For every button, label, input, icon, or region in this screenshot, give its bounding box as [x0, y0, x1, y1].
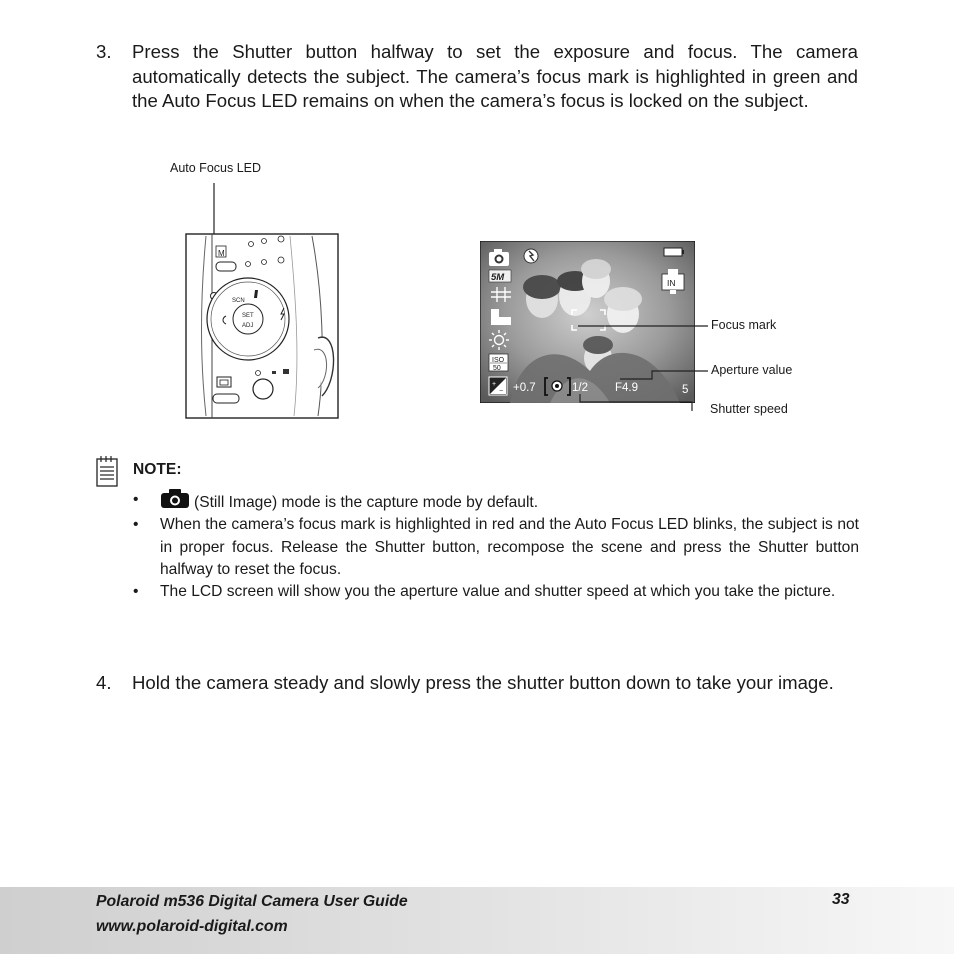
note-bullet-text: When the camera’s focus mark is highlighted in red and the Auto Focus LED blinks, the subject is not in proper focus. Release the Shutter button, recompose the scene and press the Shutter button halfway to reset the focus.	[160, 516, 859, 578]
auto-focus-led-label: Auto Focus LED	[170, 161, 262, 175]
step-4	[96, 671, 858, 696]
svg-text:5M: 5M	[491, 272, 505, 283]
step-text: Press the Shutter button halfway to set the exposure and focus. The camera automatically detects the subject. The camera’s focus mark is highlighted in green and the Auto Focus LED remains on when the camera’s focus is locked on the subject.	[132, 41, 858, 111]
lcd-callout-lines	[0, 0, 954, 460]
mode-m-text: M	[218, 249, 225, 258]
shutter-speed-label: Shutter speed	[710, 402, 788, 416]
note-icon	[94, 455, 120, 489]
svg-text:IN: IN	[667, 278, 676, 288]
step-number: 3.	[96, 41, 112, 62]
page-number: 33	[832, 891, 850, 908]
footer-url[interactable]: www.polaroid-digital.com	[96, 918, 288, 935]
note-bullet-text: (Still Image) mode is the capture mode by default.	[194, 494, 539, 511]
page-footer	[0, 887, 954, 954]
note-bullet: • The LCD screen will show you the aperture value and shutter speed at which you take the picture.	[133, 583, 836, 601]
note-bullets	[133, 489, 859, 603]
aperture-value-label: Aperture value	[711, 363, 793, 377]
note-bullet: • When the camera’s focus mark is highlighted in red and the Auto Focus LED blinks, the subject is not in proper focus. Release the Shutter button, recompose the scene and press the Shutter button halfway to reset the focus.	[133, 516, 859, 578]
focus-mark-label: Focus mark	[711, 318, 777, 332]
lcd-aperture: F4.9	[615, 382, 639, 394]
svg-text:ADJ: ADJ	[242, 323, 254, 329]
note-title: NOTE:	[133, 461, 182, 478]
lcd-exposure-value: +0.7	[513, 382, 536, 394]
lcd-shutter-speed: 1/2	[572, 382, 588, 394]
svg-text:ISO: ISO	[492, 357, 505, 364]
step-number: 4.	[96, 672, 112, 693]
svg-text:SCN: SCN	[232, 298, 245, 304]
svg-text:SET: SET	[242, 313, 254, 319]
step-text: Hold the camera steady and slowly press the shutter button down to take your image.	[132, 672, 834, 693]
svg-text:+: +	[492, 381, 497, 388]
svg-text:50: 50	[493, 365, 501, 372]
lcd-shots-remaining: 5	[682, 384, 689, 396]
footer-title: Polaroid m536 Digital Camera User Guide	[96, 893, 408, 910]
camera-icon	[160, 489, 190, 509]
note-bullet-text: The LCD screen will show you the aperture value and shutter speed at which you take the picture.	[160, 583, 836, 601]
svg-text:−: −	[499, 388, 504, 395]
note-bullet: • (Still Image) mode is the capture mode by default.	[133, 491, 539, 511]
